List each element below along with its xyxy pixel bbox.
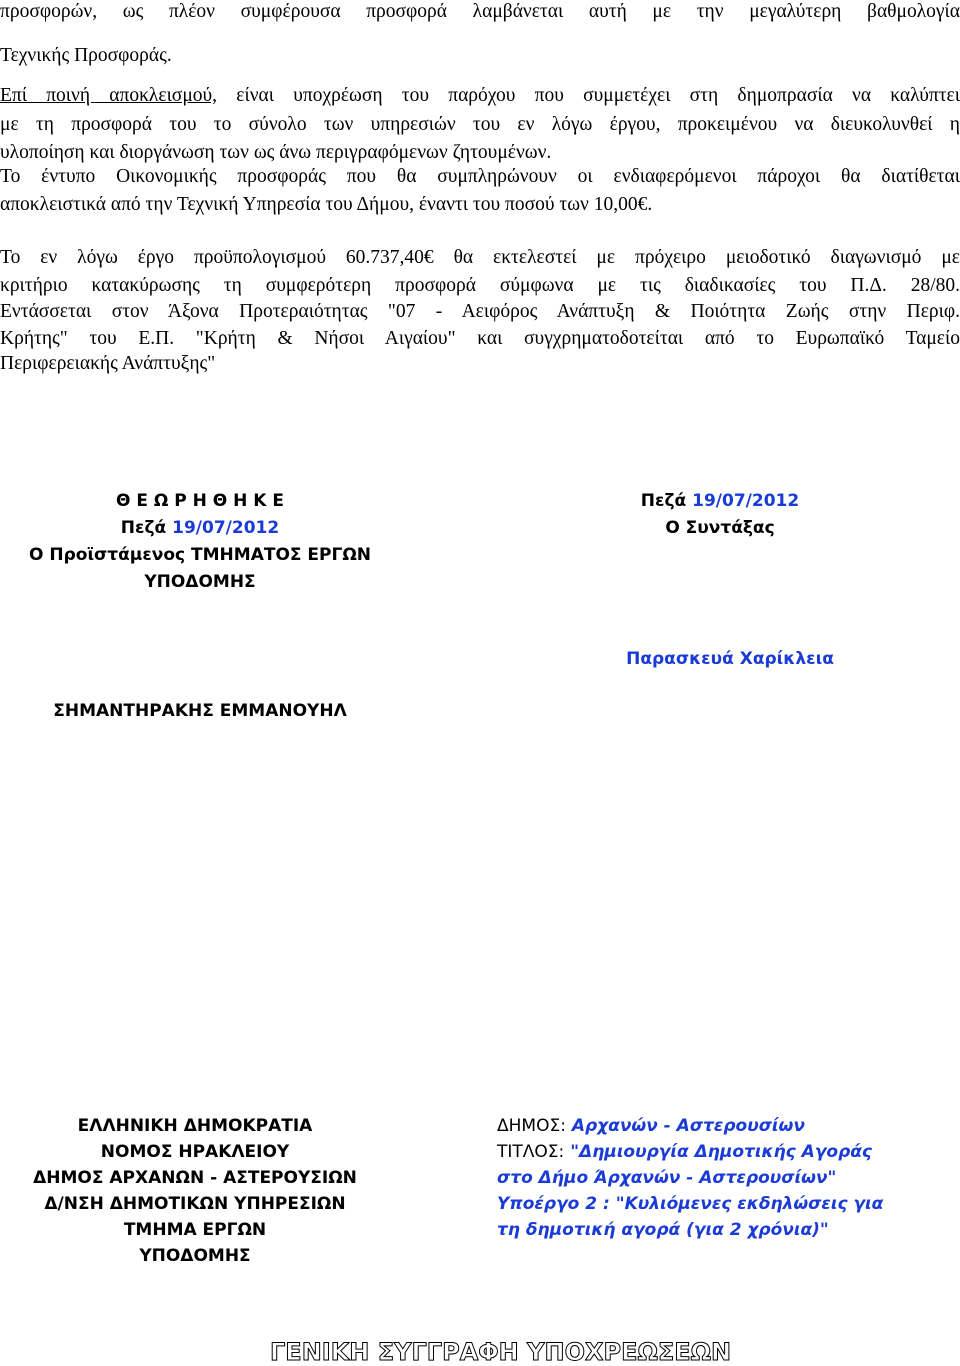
date: 19/07/2012	[692, 491, 800, 511]
titlos-value: "Δημιουργία Δημοτικής Αγοράς	[570, 1142, 873, 1162]
authority-line: ΕΛΛΗΝΙΚΗ ΔΗΜΟΚΡΑΤΙΑ	[77, 1116, 313, 1136]
body-line: Τεχνικής Προσφοράς.	[0, 45, 172, 66]
date: 19/07/2012	[172, 518, 280, 538]
titlos-line	[497, 1139, 960, 1165]
signatory-name: ΣΗΜΑΝΤΗΡΑΚΗΣ ΕΜΜΑΝΟΥΗΛ	[53, 701, 347, 721]
titlos-line: τη δημοτική αγορά (για 2 χρόνια)"	[497, 1220, 829, 1240]
dimos-label: ΔΗΜΟΣ:	[497, 1116, 566, 1136]
author-role: Ο Συντάξας	[665, 518, 775, 538]
body-line: αποκλειστικά από την Τεχνική Υπηρεσία του Δήμου, έναντι του ποσού των 10,00€.	[0, 194, 653, 215]
titlos-line: Υποέργο 2 : "Κυλιόμενες εκδηλώσεις για	[497, 1194, 884, 1214]
body-line: Το εν λόγω έργο προϋπολογισμού 60.737,40€ θα εκτελεστεί με πρόχειρο μειοδοτικό διαγωνισμό με	[0, 247, 960, 268]
body-line: Το έντυπο Οικονομικής προσφοράς που θα συμπληρώνουν οι ενδιαφερόμενοι πάροχοι θα διατίθεται	[0, 166, 960, 187]
authority-line: ΔΗΜΟΣ ΑΡΧΑΝΩΝ - ΑΣΤΕΡΟΥΣΙΩΝ	[33, 1168, 357, 1188]
role-line: Ο Προϊστάμενος ΤΜΗΜΑΤΟΣ ΕΡΓΩΝ	[28, 545, 372, 565]
body-line: με τη προσφορά του το σύνολο των υπηρεσιών του εν λόγω έργου, προκειμένου να διευκολυνθεί η	[0, 114, 960, 135]
body-line	[0, 84, 960, 108]
titlos-line: στο Δήμο Άρχανών - Αστερουσίων"	[497, 1168, 837, 1188]
body-line: Κρήτης" του Ε.Π. "Κρήτη & Νήσοι Αιγαίου" και συγχρηματοδοτείται από το Ευρωπαϊκό Ταμείο	[0, 328, 960, 349]
role-line: ΥΠΟΔΟΜΗΣ	[144, 572, 256, 592]
signature-left-date-line	[0, 515, 400, 542]
body-line: υλοποίηση και διοργάνωση των ως άνω περιγραφόμενων ζητουμένων.	[0, 142, 552, 163]
author-name: Παρασκευά Χαρίκλεια	[626, 649, 834, 669]
authority-line: ΝΟΜΟΣ ΗΡΑΚΛΕΙΟΥ	[100, 1142, 290, 1162]
authority-line: ΤΜΗΜΑ ΕΡΓΩΝ	[123, 1220, 267, 1240]
approved-heading: Θ Ε Ω Ρ Η Θ Η Κ Ε	[115, 491, 285, 511]
section-title: ΓΕΝΙΚΗ ΣΥΓΓΡΑΦΗ ΥΠΟΧΡΕΩΣΕΩΝ	[270, 1338, 732, 1366]
body-line-rest: είναι υποχρέωση του παρόχου που συμμετέχει στη δημοπρασία να καλύπτει	[217, 85, 960, 106]
dimos-value: Αρχανών - Αστερουσίων	[571, 1116, 805, 1136]
place: Πεζά	[640, 491, 687, 511]
body-line: προσφορών, ως πλέον συμφέρουσα προσφορά λαμβάνεται αυτή με την μεγαλύτερη βαθμολογία	[0, 1, 960, 22]
authority-line: ΥΠΟΔΟΜΗΣ	[139, 1246, 251, 1266]
underlined-phrase: Επί ποινή αποκλεισμού,	[0, 85, 218, 106]
body-line: κριτήριο κατακύρωσης τη συμφερότερη προσφορά σύμφωνα με τις διαδικασίες του Π.Δ. 28/80.	[0, 275, 960, 296]
dimos-line	[497, 1113, 960, 1139]
signature-right-date-line	[520, 488, 920, 515]
place: Πεζά	[120, 518, 167, 538]
titlos-label: ΤΙΤΛΟΣ:	[497, 1142, 565, 1162]
body-line: Περιφερειακής Ανάπτυξης"	[0, 353, 216, 374]
body-line: Εντάσσεται στον Άξονα Προτεραιότητας "07 - Αειφόρος Ανάπτυξη & Ποιότητα Ζωής στην Περιφ.	[0, 301, 960, 322]
authority-line: Δ/ΝΣΗ ΔΗΜΟΤΙΚΩΝ ΥΠΗΡΕΣΙΩΝ	[44, 1194, 346, 1214]
